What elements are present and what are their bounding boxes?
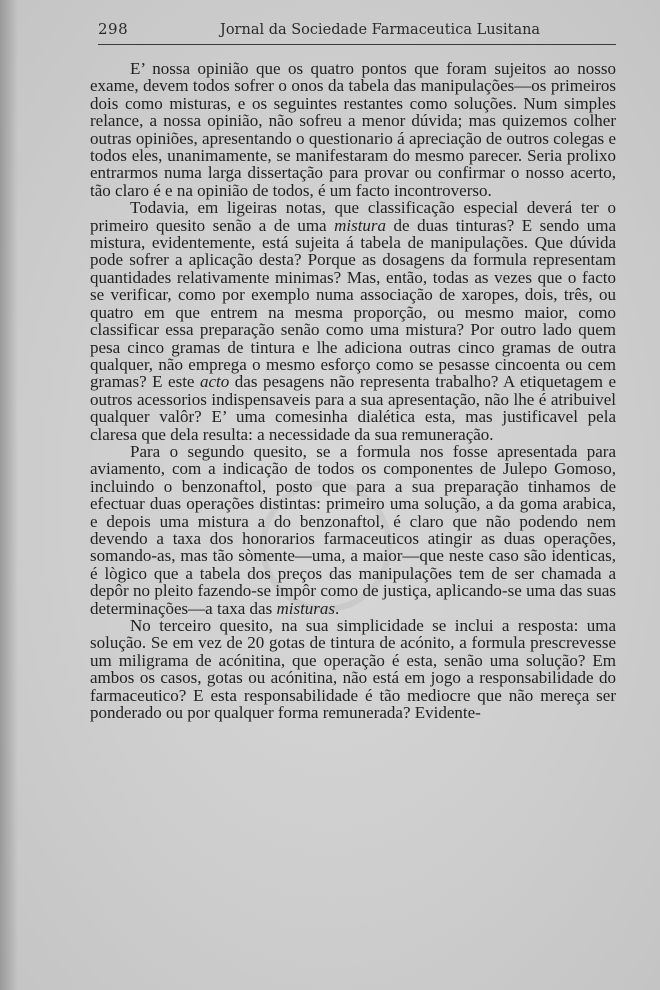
text-run: Todavia, em ligeiras notas, que classificação especial deverá ter o primeiro quesito senão a de uma [90, 198, 616, 235]
text-run: . [335, 598, 340, 618]
text-run: das pesagens não representa trabalho? A etiquetagem e outros acessorios indispensaveis para a sua apresentação, não lhe é atribuivel qualquer valôr? E’ uma comesinha dialética esta, mas justificavel pela claresa que dela resulta: a necessidade da sua remuneração. [90, 372, 617, 444]
page-header [98, 18, 616, 48]
italic-term: misturas [276, 598, 336, 618]
page-gutter-shadow [0, 0, 18, 990]
text-run: E’ nossa opinião que os quatro pontos que foram sujeitos ao nosso exame, devem todos sofrer o onos da tabela das manipulações—os primeiros dois como misturas, e os seguintes restantes como soluções. Num simples relance, a nossa opinião, não sofreu a menor dúvida; mas quizemos colher outras opiniões, apresentando o questionario á apreciação de outros colegas e todos eles, unanimamente, se manifestaram do mesmo parecer. Seria prolixo entrarmos numa larga dissertação para provar ou confirmar o nosso acerto, tão claro é e na opinião de todos, é um facto incontroverso. [90, 59, 616, 200]
text-run: Para o segundo quesito, se a formula nos fosse apresentada para aviamento, com a indicação de todos os componentes de Julepo Gomoso, incluindo o benzonaftol, posto que para a sua preparação tinhamos de efectuar duas operações distintas: primeiro uma solução, a da goma arabica, e depois uma mistura a do benzonaftol, é claro que não podendo nem devendo a taxa dos honorarios farmaceuticos atingir as duas operações, somando-as, mas tão sòmente—uma, a maior—que neste caso são identicas, é lògico que a tabela dos preços das manipulações tem de ser chamada a depôr no pleito fazendo-se impôr como de justiça, aplicando-se uma das suas determinações—a taxa das [90, 441, 616, 618]
text-run: de duas tinturas? E sendo uma mistura, evidentemente, está sujeita á tabela de manipulações. Que dúvida pode sofrer a aplicação desta? Porque as dosagens da formula representam quantidades relativamente minimas? Mas, então, todas as vezes que o facto se verificar, como por exemplo numa associação de xaropes, dois, três, ou quatro em que entrem na mesma proporção, ou mesmo maior, como classificar essa preparação senão como uma mistura? Por outro lado quem pesa cinco gramas de tintura e lhe adiciona outras cinco gramas de outra qualquer, não emprega o mesmo esforço como se pesasse cincoenta ou cem gramas? E este [90, 215, 616, 392]
header-rule [98, 44, 616, 45]
paragraph [90, 617, 616, 721]
page-number: 298 [98, 20, 129, 38]
italic-term: mistura [334, 215, 387, 235]
journal-title: Jornal da Sociedade Farmaceutica Lusitana [220, 22, 541, 38]
body-text [90, 60, 616, 721]
paragraph [90, 60, 616, 199]
italic-term: acto [199, 372, 230, 392]
text-run: No terceiro quesito, na sua simplicidade se inclui a resposta: uma solução. Se em vez de 20 gotas de tintura de acónito, a formula prescrevesse um miligrama de acónitina, que operação é esta, senão uma solução? Em ambos os casos, gotas ou acónitina, não está em jogo a responsabilidade do farmaceutico? E esta responsabilidade é tão mediocre que não mereça ser ponderado ou por qualquer forma remunerada? Evidente- [90, 616, 616, 723]
paragraph [90, 199, 616, 443]
paragraph [90, 443, 616, 617]
